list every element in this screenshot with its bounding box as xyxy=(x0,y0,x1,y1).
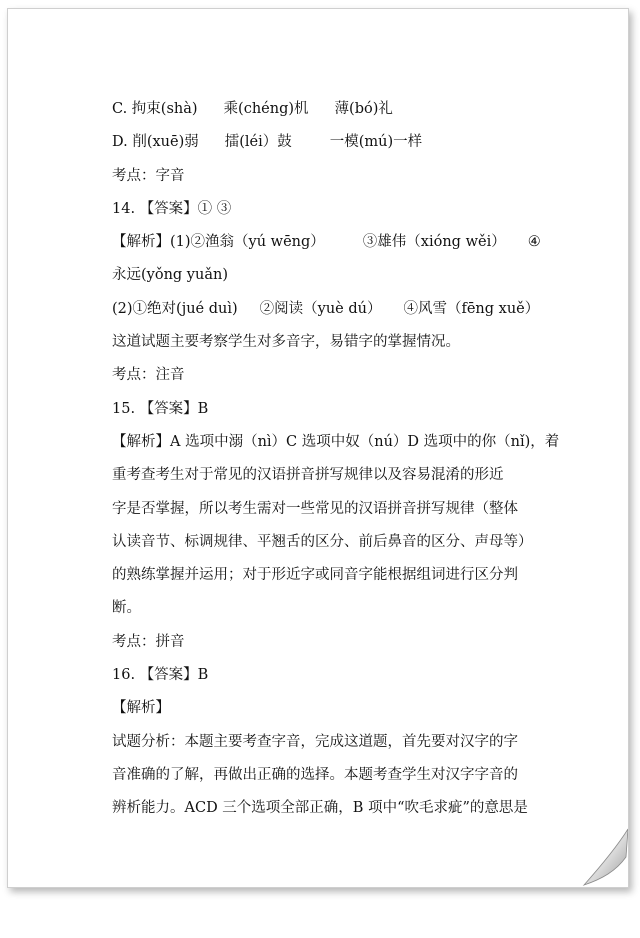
analysis-14-line-2: 永远(yǒng yuǎn) xyxy=(112,267,228,284)
analysis-14-part-4: (2)①绝对(jué duì) xyxy=(112,300,238,317)
kaodian-zi-yin: 考点：字音 xyxy=(112,167,185,184)
analysis-14-part-2: ③雄伟（xióng wěi） xyxy=(362,234,506,251)
analysis-15-line-4: 认读音节、标调规律、平翘舌的区分、前后鼻音的区分、声母等） xyxy=(112,533,533,550)
analysis-15-line-2: 重考查考生对于常见的汉语拼音拼写规律以及容易混淆的形近 xyxy=(112,467,504,484)
answer-15: 15. 【答案】B xyxy=(112,400,209,417)
analysis-14-part-3: ④ xyxy=(527,234,541,251)
page-content xyxy=(112,93,562,826)
option-c-item-1: C. 拘束(shà) xyxy=(112,101,198,117)
analysis-14-part-1: 【解析】(1)②渔翁（yú wēng） xyxy=(112,234,325,251)
answer-16: 16. 【答案】B xyxy=(112,667,209,684)
option-c-item-2: 乘(chéng)机 xyxy=(223,101,309,117)
analysis-14-part-5: ②阅读（yuè dú） xyxy=(259,300,382,317)
page-curl-icon xyxy=(582,827,628,887)
analysis-14-part-6: ④风雪（fēng xuě） xyxy=(403,300,540,317)
kaodian-pin-yin: 考点：拼音 xyxy=(112,633,185,650)
option-d-item-2: 擂(léi）鼓 xyxy=(224,134,292,151)
option-d-item-1: D. 削(xuē)弱 xyxy=(112,134,199,151)
analysis-15-line-6: 断。 xyxy=(112,600,141,617)
analysis-15-line-3: 字是否掌握，所以考生需对一些常见的汉语拼音拼写规律（整体 xyxy=(112,500,518,517)
option-c-line xyxy=(112,93,562,126)
analysis-14-line-1 xyxy=(112,226,562,259)
option-d-line xyxy=(112,126,562,159)
analysis-14-line-3 xyxy=(112,293,562,326)
option-c-item-3: 薄(bó)礼 xyxy=(334,101,393,117)
analysis-14-summary: 这道试题主要考察学生对多音字，易错字的掌握情况。 xyxy=(112,334,460,351)
analysis-15-line-5: 的熟练掌握并运用；对于形近字或同音字能根据组词进行区分判 xyxy=(112,567,518,584)
answer-14: 14. 【答案】① ③ xyxy=(112,200,232,217)
analysis-16-line-3: 辨析能力。ACD 三个选项全部正确，B 项中“吹毛求疵”的意思是 xyxy=(112,800,528,817)
option-d-item-3: 一模(mú)一样 xyxy=(329,134,423,151)
analysis-16-line-2: 音准确的了解，再做出正确的选择。本题考查学生对汉字字音的 xyxy=(112,766,518,783)
analysis-16-line-1: 试题分析：本题主要考查字音，完成这道题，首先要对汉字的字 xyxy=(112,733,518,750)
document-page xyxy=(7,8,629,888)
kaodian-zhu-yin: 考点：注音 xyxy=(112,367,185,384)
analysis-15-line-1: 【解析】A 选项中溺（nì）C 选项中奴（nú）D 选项中的你（nǐ)，着 xyxy=(112,433,560,450)
analysis-16-heading: 【解析】 xyxy=(112,700,170,717)
